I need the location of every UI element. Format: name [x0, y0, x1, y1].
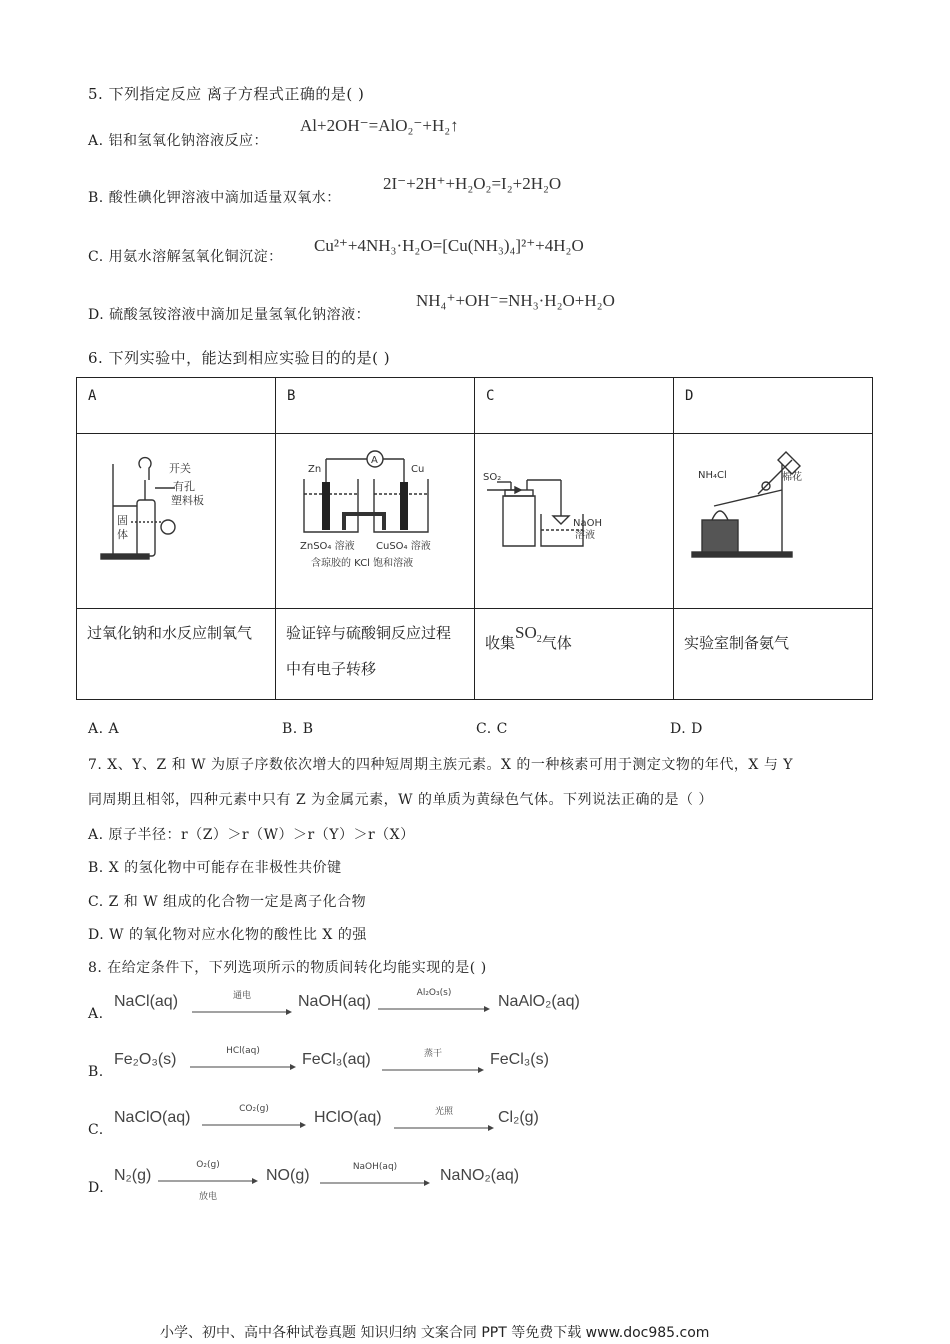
desc-d: 实验室制备氨气 [684, 634, 790, 652]
q8-b-arrow2 [382, 1046, 484, 1070]
q8-b-label: B. [88, 1064, 104, 1080]
figure-b-galvanic-cell [276, 434, 474, 604]
q8-c-s3: Cl₂(g) [498, 1109, 539, 1126]
q8-c-cond2: 光照 [434, 1107, 453, 1117]
fig-d-nh4cl: NH₄Cl [698, 470, 727, 481]
q5-option-c-eq: Cu²⁺+4NH₃·H₂O=[Cu(NH₃)₄]²⁺+4H₂O [314, 236, 584, 255]
q5-option-d-eq: NH₄⁺+OH⁻=NH₃·H₂O+H₂O [416, 291, 615, 310]
q7-option-d: D. W 的氧化物对应水化物的酸性比 X 的强 [88, 927, 367, 943]
fig-a-solid1: 固 [117, 514, 128, 527]
desc-c-formula: SO [515, 623, 537, 642]
footer-text: 小学、初中、高中各种试卷真题 知识归纳 文案合同 PPT 等免费下载 www.doc985.com [160, 1325, 710, 1341]
figure-d-ammonia-setup [674, 434, 872, 604]
q8-d-arrow2 [320, 1162, 430, 1186]
fig-a-plate1: 有孔 [173, 480, 195, 493]
fig-a-solid2: 体 [117, 528, 128, 541]
q8-d-s3: NaNO₂(aq) [440, 1167, 520, 1184]
q6-choice-a: A. A [88, 721, 120, 737]
q8-b-s2: FeCl₃(aq) [302, 1051, 371, 1068]
q8-b-arrow1 [190, 1046, 296, 1070]
desc-b-cell [276, 609, 475, 700]
header-b: B [276, 378, 475, 434]
q6-choice-b: B. B [282, 721, 314, 737]
q8-d-cond1b: 放电 [198, 1192, 217, 1202]
desc-d-cell [674, 609, 873, 700]
q8-d-label: D. [88, 1180, 105, 1196]
header-c: C [475, 378, 674, 434]
fig-a-switch: 开关 [169, 462, 191, 475]
desc-c-pre: 收集 [485, 634, 516, 652]
q8-b-cond2: 蒸干 [423, 1049, 442, 1059]
cu-electrode [400, 482, 408, 530]
figure-a-apparatus [77, 434, 275, 604]
q7-option-c: C. Z 和 W 组成的化合物一定是离子化合物 [88, 894, 367, 910]
q6-choice-d: D. D [670, 721, 703, 737]
q5-option-b-eq: 2I⁻+2H⁺+H₂O₂=I₂+2H₂O [383, 174, 562, 193]
q5-option-a-label: A. 铝和氢氧化钠溶液反应： [88, 133, 269, 149]
q5-option-d-label: D. 硫酸氢铵溶液中滴加足量氢氧化钠溶液： [88, 307, 371, 323]
fig-c-naoh2: 溶液 [575, 530, 595, 541]
q8-c-s2: HClO(aq) [314, 1109, 382, 1126]
q6-table [76, 377, 873, 700]
desc-c-sub: 2 [536, 634, 542, 645]
q5-stem: 5. 下列指定反应 离子方程式正确的是( ) [88, 85, 365, 103]
q8-stem: 8. 在给定条件下，下列选项所示的物质间转化均能实现的是( ) [88, 960, 487, 976]
q8-a-s1: NaCl(aq) [114, 993, 179, 1010]
figure-c-cell [475, 434, 674, 609]
fig-b-bridge: 含琼胶的 KCl 饱和溶液 [311, 558, 414, 569]
q8-c-arrow2 [394, 1104, 494, 1128]
q8-d-cond1: O₂(g) [196, 1160, 220, 1170]
q8-d-s2: NO(g) [266, 1167, 310, 1184]
q8-b-cond1: HCl(aq) [226, 1046, 260, 1056]
q5-option-b-label: B. 酸性碘化钾溶液中滴加适量双氧水： [88, 190, 341, 206]
fig-c-naoh1: NaOH [573, 518, 602, 529]
q8-c-arrow1 [202, 1104, 306, 1128]
q8-c-s1: NaClO(aq) [114, 1109, 191, 1126]
zn-electrode [322, 482, 330, 530]
header-a: A [77, 378, 276, 434]
q8-d-s1: N₂(g) [114, 1167, 152, 1184]
fig-c-gas: SO₂ [483, 472, 502, 483]
q8-c-cond1: CO₂(g) [239, 1104, 269, 1114]
fig-d-cotton: 棉花 [782, 472, 802, 483]
q7-option-b: B. X 的氢化物中可能存在非极性共价键 [88, 860, 342, 876]
q8-d-arrow1 [158, 1160, 258, 1202]
desc-a-cell [77, 609, 276, 700]
q7-stem-line1: 7. X、Y、Z 和 W 为原子序数依次增大的四种短周期主族元素。X 的一种核素可用于测定文物的年代，X 与 Y [88, 757, 794, 773]
figure-c-gas-collection [475, 434, 673, 604]
q6-choice-c: C. C [476, 721, 508, 737]
q8-a-s3: NaAlO₂(aq) [498, 993, 580, 1010]
q8-b-s1: Fe₂O₃(s) [114, 1051, 177, 1068]
desc-c-cell [475, 609, 674, 700]
q8-a-cond1: 通电 [232, 991, 251, 1001]
desc-c-post: 气体 [541, 634, 572, 652]
fig-b-cuso4: CuSO₄ 溶液 [376, 541, 431, 552]
q7-stem-line2: 同周期且相邻，四种元素中只有 Z 为金属元素，W 的单质为黄绿色气体。下列说法正确的是（ ） [88, 792, 713, 808]
fig-b-meter: A [371, 455, 378, 466]
q5-option-a-eq: Al+2OH⁻=AlO₂⁻+H₂↑ [300, 116, 459, 135]
header-d: D [674, 378, 873, 434]
desc-a: 过氧化钠和水反应制氧气 [87, 624, 253, 642]
q8-a-s2: NaOH(aq) [298, 993, 371, 1010]
q5-option-c-label: C. 用氨水溶解氢氧化铜沉淀： [88, 249, 283, 265]
q8-b-s3: FeCl₃(s) [490, 1051, 549, 1068]
q8-a-arrow1 [192, 988, 292, 1012]
q8-a-cond2: Al₂O₃(s) [416, 988, 452, 998]
figure-d-cell [674, 434, 873, 609]
q7-option-a: A. 原子半径：r（Z）＞r（W）＞r（Y）＞r（X） [88, 827, 415, 843]
q8-a-arrow2 [378, 988, 490, 1012]
desc-b: 验证锌与硫酸铜反应过程中有电子转移 [286, 624, 452, 678]
q8-a-label: A. [88, 1006, 104, 1022]
fig-b-cu: Cu [411, 464, 425, 475]
figure-b-cell [276, 434, 475, 609]
fig-b-zn: Zn [308, 464, 322, 475]
q8-d-cond2: NaOH(aq) [352, 1162, 398, 1172]
q6-stem: 6. 下列实验中，能达到相应实验目的的是( ) [88, 349, 391, 367]
figure-a-cell [77, 434, 276, 609]
fig-b-znso4: ZnSO₄ 溶液 [300, 541, 355, 552]
fig-a-plate2: 塑料板 [171, 494, 204, 507]
q8-c-label: C. [88, 1122, 104, 1138]
